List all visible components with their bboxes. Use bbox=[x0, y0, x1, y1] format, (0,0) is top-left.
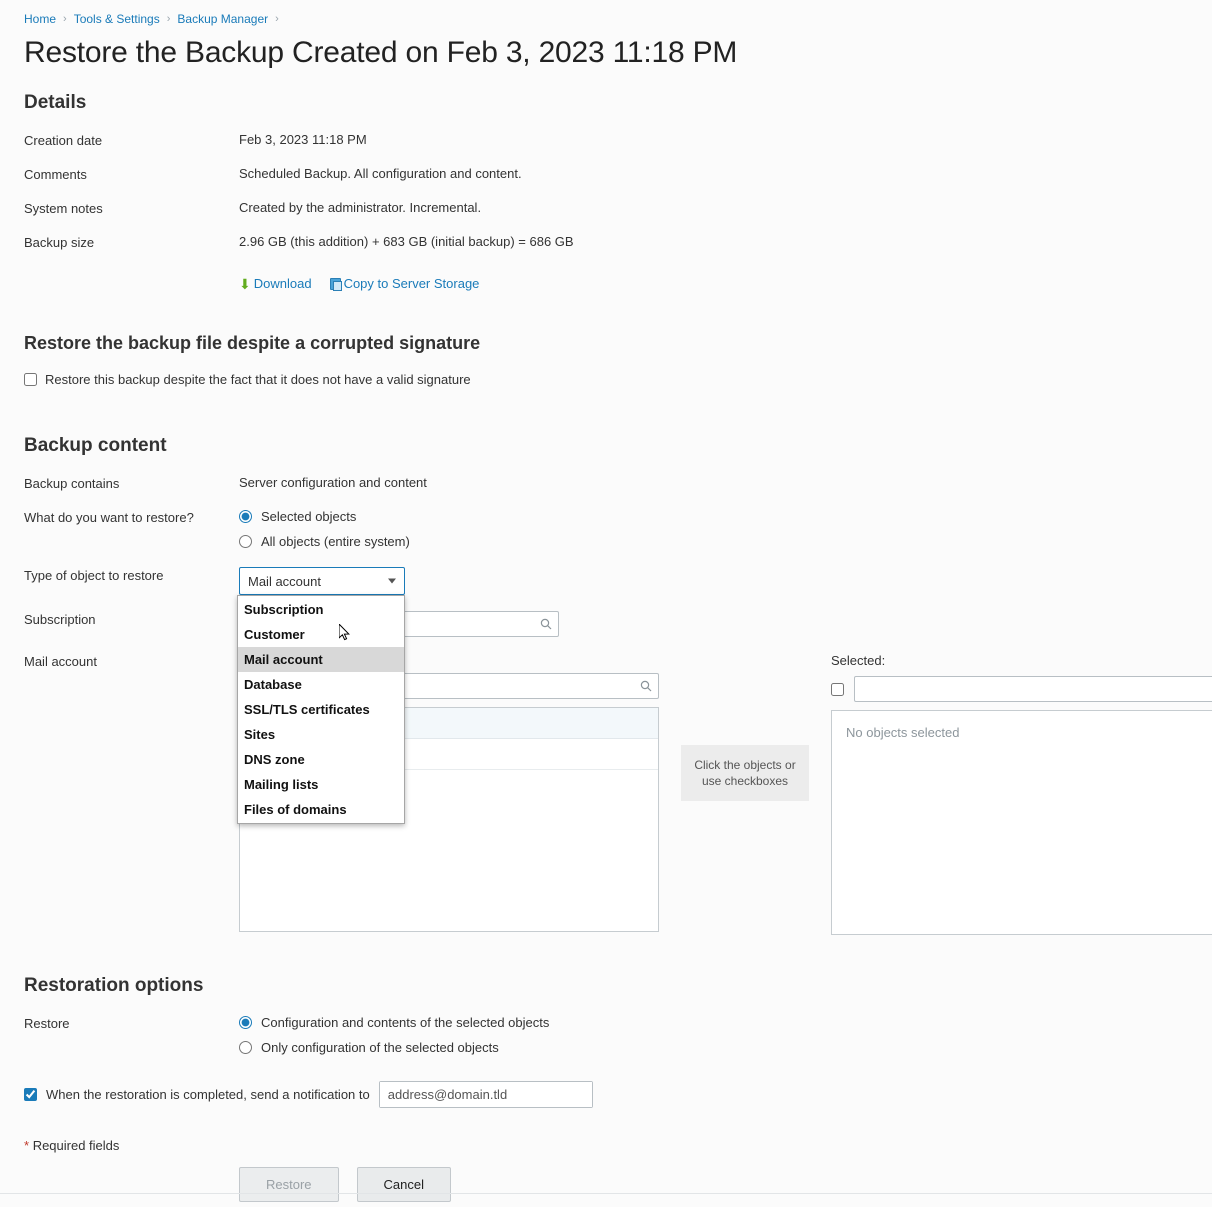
selected-objects-heading: Selected: bbox=[831, 653, 886, 668]
breadcrumb-separator-icon: › bbox=[275, 13, 279, 25]
restore-mode-row bbox=[24, 1015, 1188, 1055]
radio-only-config[interactable] bbox=[239, 1040, 549, 1055]
required-fields-text: Required fields bbox=[32, 1138, 120, 1153]
required-fields-note bbox=[24, 1138, 1188, 1153]
dropdown-option-ssl-tls-certificates[interactable]: SSL/TLS certificates bbox=[244, 702, 370, 717]
detail-value: Created by the administrator. Incremental. bbox=[239, 200, 482, 215]
dropdown-option-subscription[interactable]: Subscription bbox=[244, 602, 324, 617]
details-actions bbox=[239, 276, 1188, 291]
dropdown-option-database[interactable]: Database bbox=[244, 677, 302, 692]
detail-row-backup-size bbox=[24, 234, 1188, 250]
restore-mode-label: Restore bbox=[24, 1016, 70, 1031]
chevron-down-icon bbox=[388, 579, 396, 584]
what-to-restore-row bbox=[24, 509, 1188, 549]
dropdown-option-mail-account[interactable]: Mail account bbox=[238, 647, 404, 672]
radio-only-config-input[interactable] bbox=[239, 1041, 252, 1054]
notification-label: When the restoration is completed, send a notification to bbox=[46, 1087, 370, 1102]
backup-content-section bbox=[24, 435, 1188, 935]
breadcrumb-item-home[interactable]: Home bbox=[24, 12, 57, 26]
copy-icon bbox=[330, 278, 341, 290]
detail-label: Comments bbox=[24, 167, 87, 182]
corrupted-signature-section bbox=[24, 333, 1188, 387]
notification-row bbox=[24, 1081, 1188, 1108]
backup-contains-row bbox=[24, 475, 1188, 491]
detail-value: Scheduled Backup. All configuration and content. bbox=[239, 166, 522, 181]
detail-label: Backup size bbox=[24, 235, 95, 250]
restore-despite-signature-label: Restore this backup despite the fact that it does not have a valid signature bbox=[45, 372, 471, 387]
restore-button[interactable]: Restore bbox=[239, 1167, 339, 1202]
mail-account-label: Mail account bbox=[24, 654, 97, 669]
detail-label: Creation date bbox=[24, 133, 103, 148]
radio-config-and-contents[interactable] bbox=[239, 1015, 549, 1030]
backup-contains-value: Server configuration and content bbox=[239, 475, 427, 490]
radio-only-config-label: Only configuration of the selected objects bbox=[261, 1040, 499, 1055]
selected-objects-toolbar bbox=[831, 676, 1212, 702]
search-icon bbox=[640, 680, 652, 692]
type-of-object-dropdown[interactable] bbox=[237, 595, 405, 824]
dropdown-option-files-of-domains[interactable]: Files of domains bbox=[244, 802, 347, 817]
dropdown-option-sites[interactable]: Sites bbox=[244, 727, 276, 742]
selected-objects-search[interactable] bbox=[854, 676, 1212, 702]
notification-email-field[interactable] bbox=[379, 1081, 593, 1108]
page-title: Restore the Backup Created on Feb 3, 2023 11:18 PM bbox=[24, 36, 738, 69]
download-link-label: Download bbox=[253, 276, 312, 291]
detail-value: 2.96 GB (this addition) + 683 GB (initial backup) = 686 GB bbox=[239, 234, 574, 249]
detail-row-comments bbox=[24, 166, 1188, 182]
restore-despite-signature-checkbox[interactable] bbox=[24, 373, 37, 386]
detail-row-system-notes bbox=[24, 200, 1188, 216]
selected-objects-column bbox=[831, 653, 1212, 935]
breadcrumb-item-backup-manager[interactable]: Backup Manager bbox=[177, 12, 269, 26]
radio-config-and-contents-input[interactable] bbox=[239, 1016, 252, 1029]
mail-account-row bbox=[24, 653, 1188, 935]
radio-selected-objects-input[interactable] bbox=[239, 510, 252, 523]
notification-checkbox[interactable] bbox=[24, 1088, 37, 1101]
notification-email-input[interactable] bbox=[380, 1082, 592, 1107]
restoration-options-section bbox=[24, 975, 1188, 1108]
selected-objects-empty-text: No objects selected bbox=[846, 725, 960, 740]
copy-link-label: Copy to Server Storage bbox=[343, 276, 480, 291]
detail-row-creation-date bbox=[24, 132, 1188, 148]
subscription-label: Subscription bbox=[24, 612, 96, 627]
breadcrumb-item-tools-settings[interactable]: Tools & Settings bbox=[73, 12, 160, 26]
radio-selected-objects[interactable] bbox=[239, 509, 410, 524]
radio-selected-objects-label: Selected objects bbox=[261, 509, 357, 524]
radio-all-objects[interactable] bbox=[239, 534, 410, 549]
copy-to-server-storage-link[interactable] bbox=[330, 276, 480, 291]
detail-label: System notes bbox=[24, 201, 103, 216]
restoration-options-heading: Restoration options bbox=[24, 975, 204, 996]
corrupted-signature-heading: Restore the backup file despite a corrupted signature bbox=[24, 333, 481, 353]
picker-hint: Click the objects or use checkboxes bbox=[681, 745, 809, 801]
dropdown-option-customer[interactable]: Customer bbox=[244, 627, 305, 642]
footer-divider bbox=[0, 1193, 1212, 1194]
backup-content-heading: Backup content bbox=[24, 435, 167, 456]
selected-objects-search-input[interactable] bbox=[855, 677, 1212, 701]
radio-config-and-contents-label: Configuration and contents of the selected objects bbox=[261, 1015, 550, 1030]
download-link[interactable] bbox=[239, 276, 312, 291]
detail-value: Feb 3, 2023 11:18 PM bbox=[239, 132, 367, 147]
selected-objects-list[interactable] bbox=[831, 710, 1212, 935]
selected-objects-select-all-checkbox[interactable] bbox=[831, 683, 844, 696]
search-icon bbox=[540, 618, 552, 630]
dropdown-option-dns-zone[interactable]: DNS zone bbox=[244, 752, 305, 767]
required-star: * bbox=[24, 1138, 30, 1153]
footer-buttons bbox=[239, 1167, 1188, 1202]
type-of-object-select[interactable] bbox=[239, 567, 405, 595]
download-arrow-icon: ⬇ bbox=[239, 275, 251, 292]
breadcrumb-separator-icon: › bbox=[166, 13, 171, 25]
what-to-restore-label: What do you want to restore? bbox=[24, 510, 194, 525]
type-of-object-selected-value: Mail account bbox=[248, 573, 321, 589]
backup-contains-label: Backup contains bbox=[24, 476, 120, 491]
breadcrumb-separator-icon: › bbox=[63, 13, 67, 25]
radio-all-objects-input[interactable] bbox=[239, 535, 252, 548]
breadcrumb bbox=[24, 12, 1188, 26]
type-of-object-label: Type of object to restore bbox=[24, 568, 164, 583]
radio-all-objects-label: All objects (entire system) bbox=[261, 534, 410, 549]
what-to-restore-radio-group bbox=[239, 509, 410, 549]
type-of-object-select-wrap bbox=[239, 567, 405, 817]
details-heading: Details bbox=[24, 92, 87, 113]
dropdown-option-mailing-lists[interactable]: Mailing lists bbox=[244, 777, 319, 792]
restore-mode-radio-group bbox=[239, 1015, 549, 1055]
subscription-row bbox=[24, 611, 1188, 637]
restore-despite-signature-row[interactable] bbox=[24, 372, 1188, 387]
cancel-button[interactable]: Cancel bbox=[357, 1167, 451, 1202]
